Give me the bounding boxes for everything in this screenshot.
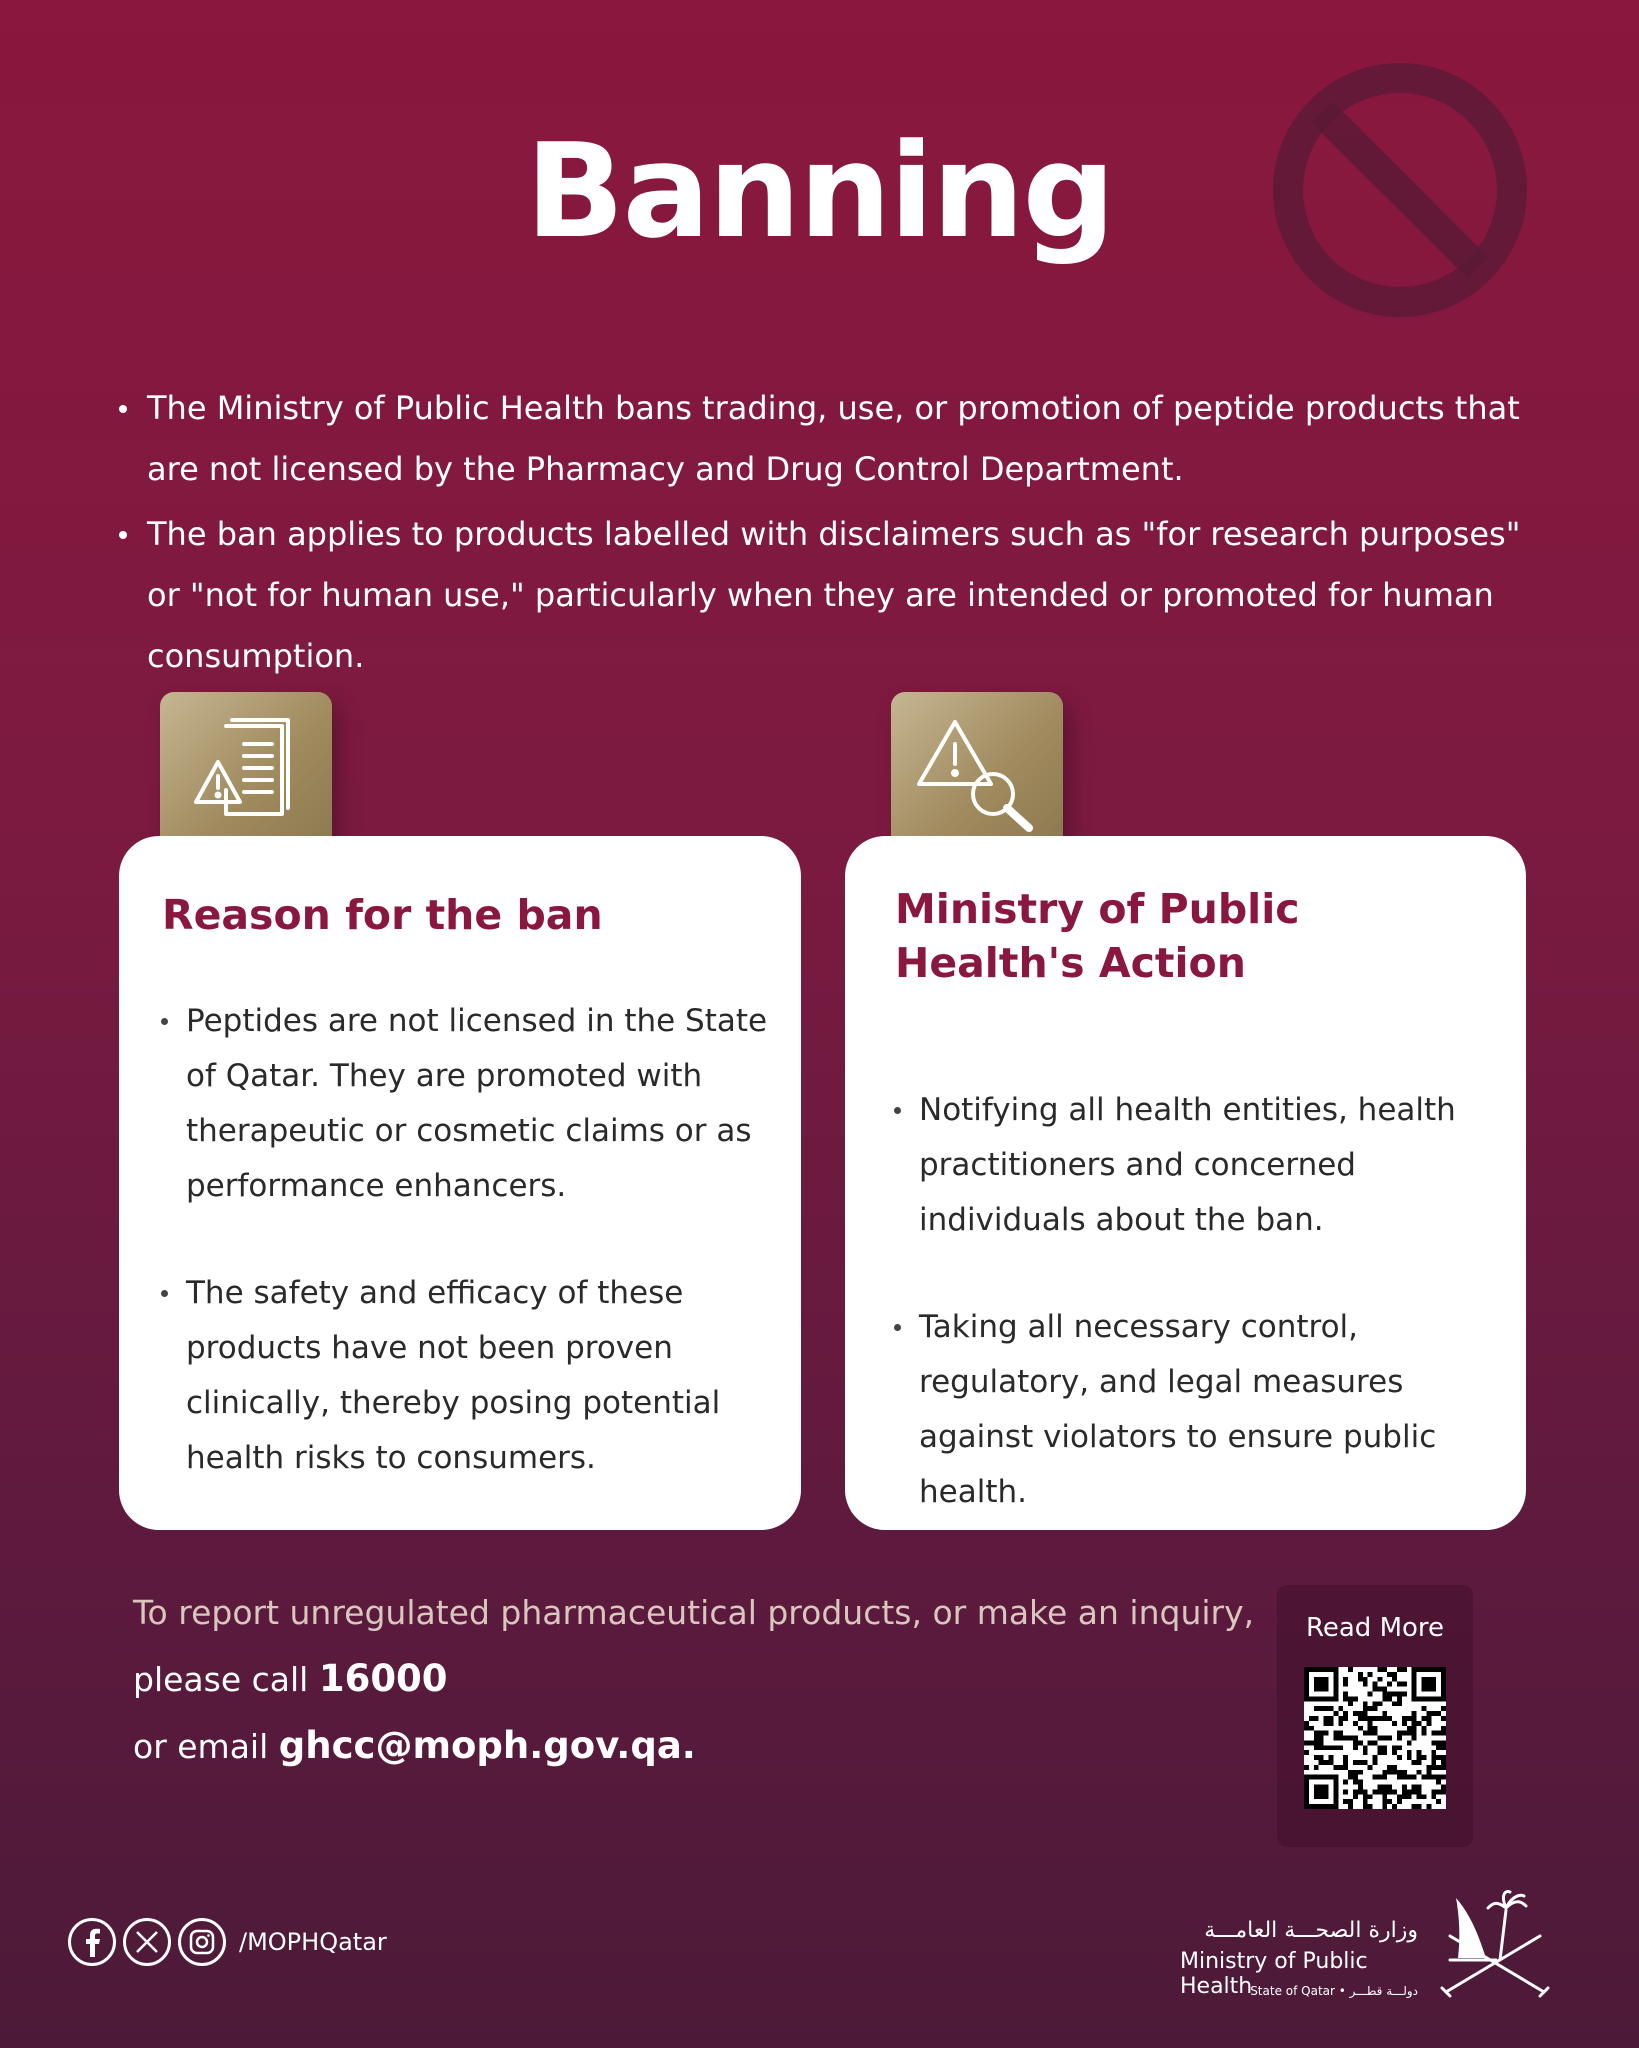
read-more-label: Read More	[1305, 1613, 1445, 1643]
contact-email-prefix: or email	[133, 1727, 279, 1766]
contact-call-prefix: please call	[133, 1660, 319, 1699]
reason-item: Peptides are not licensed in the State of Qatar. They are promoted with therapeutic or cosmetic claims or as performance enhancers.	[159, 994, 779, 1214]
reason-list	[159, 994, 779, 1486]
x-icon[interactable]	[123, 1918, 171, 1966]
qr-code[interactable]	[1304, 1667, 1446, 1809]
warning-magnifier-badge	[891, 692, 1063, 842]
qatar-emblem-icon	[1436, 1880, 1554, 2000]
action-item: Taking all necessary control, regulatory, and legal measures against violators to ensure public health.	[892, 1300, 1512, 1520]
contact-phone[interactable]: 16000	[318, 1657, 448, 1700]
social-handle[interactable]: /MOPHQatar	[239, 1928, 387, 1956]
contact-email[interactable]: ghcc@moph.gov.qa.	[278, 1724, 696, 1767]
reason-card	[119, 836, 801, 1530]
action-card	[845, 836, 1526, 1530]
logo-english: Ministry of Public Health	[1180, 1949, 1368, 1999]
action-item: Notifying all health entities, health practitioners and concerned individuals about the ban.	[892, 1083, 1512, 1248]
logo-sub: State of Qatar • دولـــة قطـــر	[1250, 1984, 1418, 1998]
contact-lead: To report unregulated pharmaceutical products, or make an inquiry,	[133, 1593, 1255, 1632]
warning-magnifier-icon	[913, 710, 1041, 832]
social-links	[68, 1918, 387, 1966]
intro-list	[115, 378, 1535, 691]
reason-item: The safety and efficacy of these products have not been proven clinically, thereby posing potential health risks to consumers.	[159, 1266, 779, 1486]
contact-phone-line	[133, 1646, 1254, 1713]
action-heading: Ministry of Public Health's Action	[895, 885, 1300, 987]
intro-item: The ban applies to products labelled with disclaimers such as "for research purposes" or "not for human use," particularly when they are intended or promoted for human consumption.	[115, 504, 1535, 687]
moph-logo	[1180, 1880, 1560, 2000]
instagram-icon[interactable]	[178, 1918, 226, 1966]
contact-email-line	[133, 1713, 1254, 1780]
read-more-qr-box[interactable]	[1277, 1585, 1473, 1847]
document-warning-badge	[160, 692, 332, 842]
action-list	[892, 1083, 1512, 1520]
intro-item: The Ministry of Public Health bans trading, use, or promotion of peptide products that are not licensed by the Pharmacy and Drug Control Department.	[115, 378, 1535, 500]
reason-heading: Reason for the ban	[162, 891, 603, 939]
facebook-icon[interactable]	[68, 1918, 116, 1966]
logo-arabic: وزارة الصحـــة العامـــة	[1204, 1918, 1418, 1943]
page-title: Banning	[525, 115, 1114, 267]
contact-block	[133, 1580, 1254, 1780]
document-warning-icon	[182, 710, 310, 832]
